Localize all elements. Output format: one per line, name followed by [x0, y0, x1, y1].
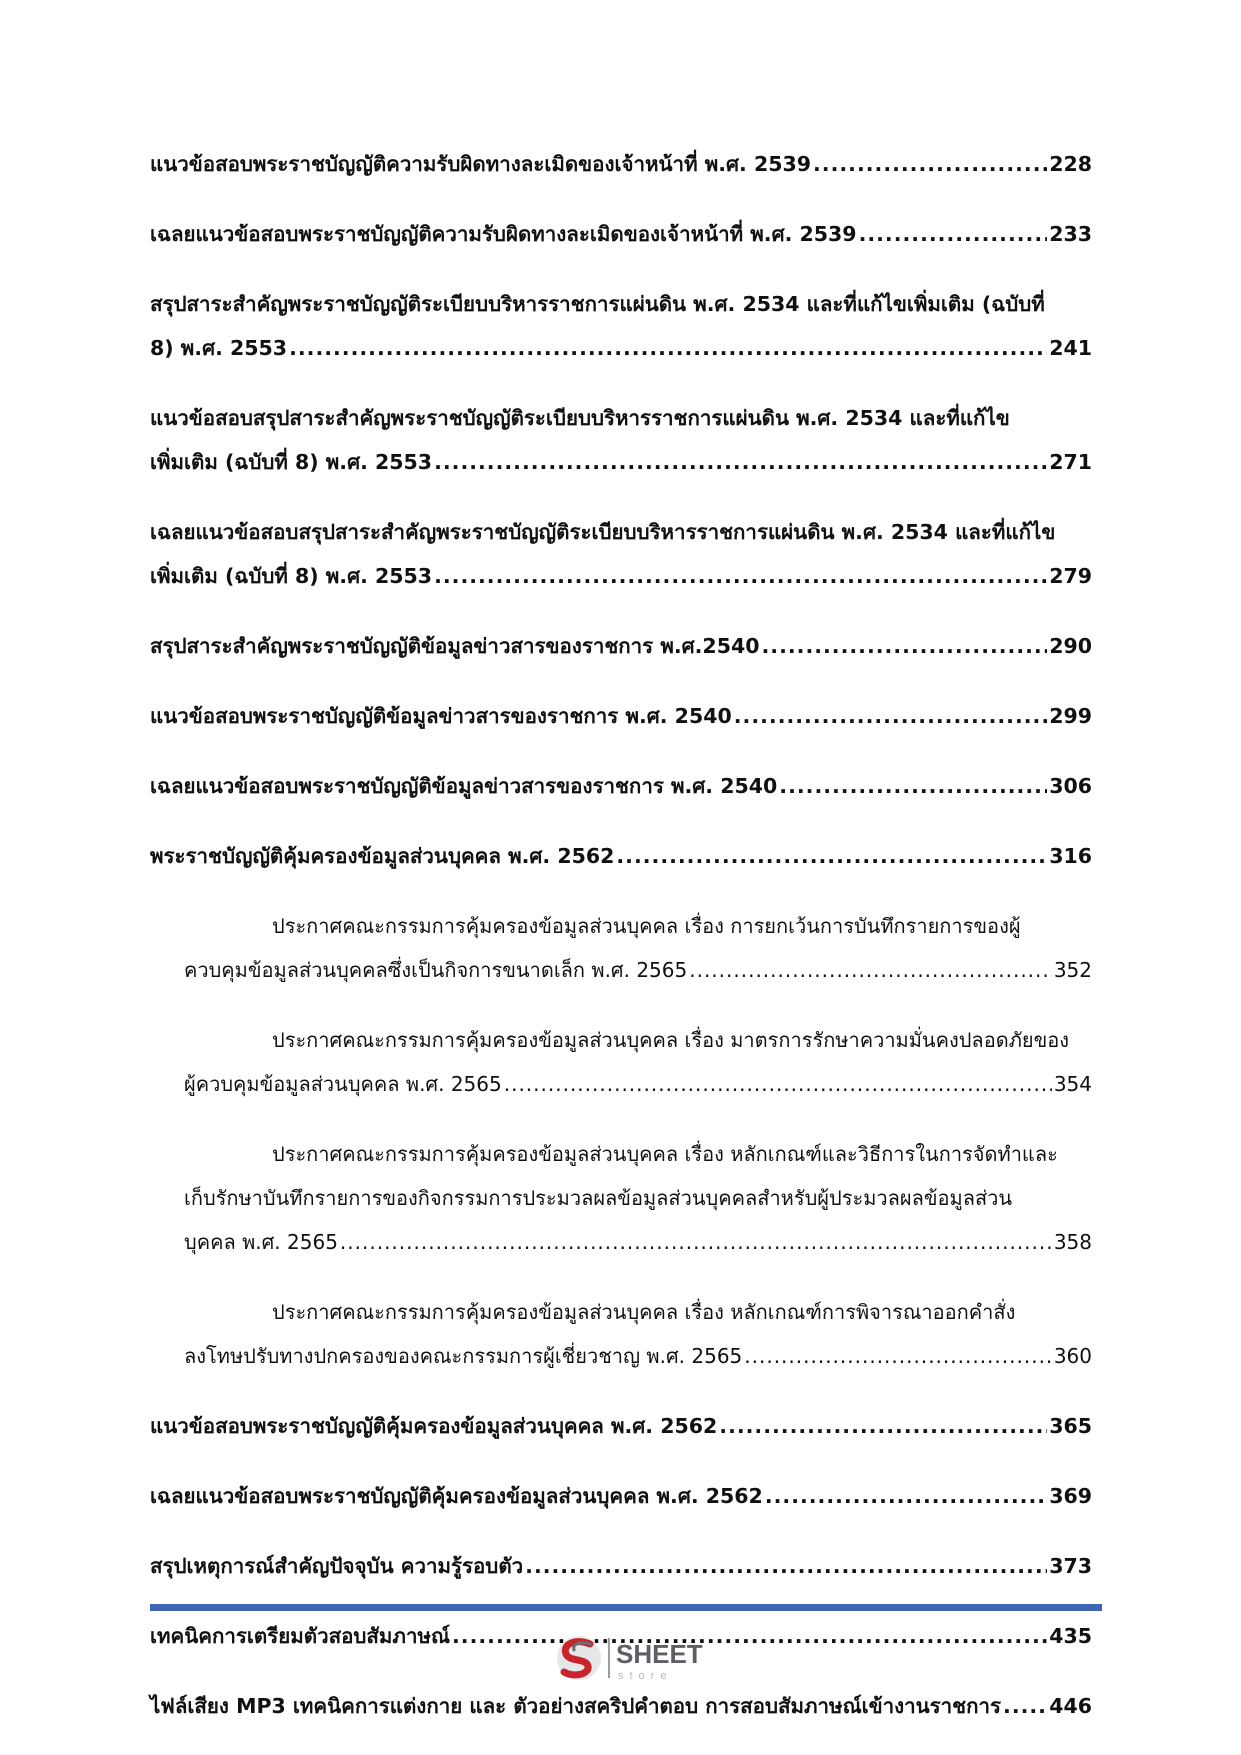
toc-page-number: 233	[1049, 222, 1092, 246]
dot-leader	[719, 1404, 1047, 1448]
toc-subentry[interactable]	[150, 1290, 1092, 1378]
toc-entry-title-line: สรุปสาระสำคัญพระราชบัญญัติระเบียบบริหารราชการแผ่นดิน พ.ศ. 2534 และที่แก้ไขเพิ่มเติม (ฉบับที่	[150, 292, 1045, 316]
toc-entry-title-line: แนวข้อสอบสรุปสาระสำคัญพระราชบัญญัติระเบียบบริหารราชการแผ่นดิน พ.ศ. 2534 และที่แก้ไข	[150, 406, 1010, 430]
toc-entry[interactable]	[150, 1684, 1092, 1728]
toc-entry[interactable]	[150, 142, 1092, 186]
toc-entry-title-line: บุคคล พ.ศ. 2565	[184, 1230, 338, 1254]
dot-leader	[689, 948, 1052, 992]
toc-page-number: 358	[1053, 1230, 1092, 1254]
dot-leader	[779, 764, 1047, 808]
footer-divider	[150, 1604, 1102, 1611]
toc-entry-title-line: เฉลยแนวข้อสอบสรุปสาระสำคัญพระราชบัญญัติระเบียบบริหารราชการแผ่นดิน พ.ศ. 2534 และที่แก้ไข	[150, 520, 1056, 544]
toc-entry-title-line: ลงโทษปรับทางปกครองของคณะกรรมการผู้เชี่ยวชาญ พ.ศ. 2565	[184, 1344, 743, 1368]
toc-subentry[interactable]	[150, 1018, 1092, 1106]
toc-page-number: 365	[1049, 1414, 1092, 1438]
toc-entry[interactable]	[150, 764, 1092, 808]
toc-entry[interactable]	[150, 396, 1092, 484]
toc-subentry[interactable]	[150, 904, 1092, 992]
logo-word: SHEET	[616, 1639, 703, 1669]
toc-page-number: 369	[1049, 1484, 1092, 1508]
toc-page-number: 354	[1053, 1072, 1092, 1096]
dot-leader	[1003, 1684, 1047, 1728]
toc-entry-title-line: เฉลยแนวข้อสอบพระราชบัญญัติข้อมูลข่าวสารของราชการ พ.ศ. 2540	[150, 774, 778, 798]
toc-page-number: 306	[1049, 774, 1092, 798]
dot-leader	[452, 1614, 1047, 1658]
toc-entry[interactable]	[150, 282, 1092, 370]
toc-page-number: 435	[1049, 1624, 1092, 1648]
toc-page-number: 228	[1049, 152, 1092, 176]
toc-subentry[interactable]	[150, 1132, 1092, 1264]
toc-page-number: 316	[1049, 844, 1092, 868]
sheet-store-logo-icon	[552, 1630, 722, 1690]
toc-entry-title-line: ผู้ควบคุมข้อมูลส่วนบุคคล พ.ศ. 2565	[184, 1072, 502, 1096]
toc-entry-title-line: 8) พ.ศ. 2553	[150, 336, 288, 360]
toc-page-number: 271	[1049, 450, 1092, 474]
toc-entry[interactable]	[150, 1404, 1092, 1448]
dot-leader	[813, 142, 1047, 186]
toc-entry[interactable]	[150, 1474, 1092, 1518]
toc-entry-title-line: ไฟล์เสียง MP3 เทคนิคการแต่งกาย และ ตัวอย่างสคริปคำตอบ การสอบสัมภาษณ์เข้างานราชการ	[150, 1694, 1002, 1718]
dot-leader	[734, 694, 1047, 738]
toc-page-number: 446	[1049, 1694, 1092, 1718]
toc-entry-title-line: เพิ่มเติม (ฉบับที่ 8) พ.ศ. 2553	[150, 564, 433, 588]
toc-entry-title-line: แนวข้อสอบพระราชบัญญัติความรับผิดทางละเมิดของเจ้าหน้าที่ พ.ศ. 2539	[150, 152, 812, 176]
toc-page-number: 290	[1049, 634, 1092, 658]
toc-page-number: 279	[1049, 564, 1092, 588]
toc-page-number: 299	[1049, 704, 1092, 728]
sheet-store-logo	[552, 1630, 722, 1690]
toc-entry-title-line: เก็บรักษาบันทึกรายการของกิจกรรมการประมวลผลข้อมูลส่วนบุคคลสำหรับผู้ประมวลผลข้อมูลส่วน	[184, 1186, 1013, 1210]
toc-page-number: 360	[1053, 1344, 1092, 1368]
toc-entry-title-line: เฉลยแนวข้อสอบพระราชบัญญัติคุ้มครองข้อมูลส่วนบุคคล พ.ศ. 2562	[150, 1484, 763, 1508]
toc-entry-title-line: ประกาศคณะกรรมการคุ้มครองข้อมูลส่วนบุคคล เรื่อง หลักเกณฑ์และวิธีการในการจัดทำและ	[272, 1142, 1058, 1166]
toc-entry-title-line: ควบคุมข้อมูลส่วนบุคคลซึ่งเป็นกิจการขนาดเล็ก พ.ศ. 2565	[184, 958, 688, 982]
dot-leader	[525, 1544, 1047, 1588]
toc-entry-title-line: สรุปเหตุการณ์สำคัญปัจจุบัน ความรู้รอบตัว	[150, 1554, 524, 1578]
dot-leader	[765, 1474, 1047, 1518]
toc-entry[interactable]	[150, 510, 1092, 598]
dot-leader	[504, 1062, 1052, 1106]
toc-entry-title-line: พระราชบัญญัติคุ้มครองข้อมูลส่วนบุคคล พ.ศ. 2562	[150, 844, 615, 868]
dot-leader	[616, 834, 1047, 878]
toc-entry[interactable]	[150, 212, 1092, 256]
table-of-contents	[150, 142, 1092, 1754]
dot-leader	[762, 624, 1048, 668]
dot-leader	[859, 212, 1048, 256]
toc-page-number: 373	[1049, 1554, 1092, 1578]
toc-entry-title-line: เพิ่มเติม (ฉบับที่ 8) พ.ศ. 2553	[150, 450, 433, 474]
toc-entry-title-line: เทคนิคการเตรียมตัวสอบสัมภาษณ์	[150, 1624, 450, 1648]
toc-entry[interactable]	[150, 624, 1092, 668]
toc-entry-title-line: ประกาศคณะกรรมการคุ้มครองข้อมูลส่วนบุคคล เรื่อง มาตรการรักษาความมั่นคงปลอดภัยของ	[272, 1028, 1070, 1052]
toc-page-number: 352	[1053, 958, 1092, 982]
toc-entry-title-line: ประกาศคณะกรรมการคุ้มครองข้อมูลส่วนบุคคล เรื่อง การยกเว้นการบันทึกรายการของผู้	[272, 914, 1021, 938]
dot-leader	[340, 1220, 1052, 1264]
dot-leader	[434, 554, 1047, 598]
toc-entry[interactable]	[150, 834, 1092, 878]
toc-entry-title-line: สรุปสาระสำคัญพระราชบัญญัติข้อมูลข่าวสารของราชการ พ.ศ.2540	[150, 634, 760, 658]
logo-sub: store	[618, 1670, 673, 1682]
toc-entry-title-line: เฉลยแนวข้อสอบพระราชบัญญัติความรับผิดทางละเมิดของเจ้าหน้าที่ พ.ศ. 2539	[150, 222, 857, 246]
toc-entry-title-line: แนวข้อสอบพระราชบัญญัติข้อมูลข่าวสารของราชการ พ.ศ. 2540	[150, 704, 732, 728]
dot-leader	[289, 326, 1047, 370]
toc-page-number: 241	[1049, 336, 1092, 360]
toc-entry-title-line: ประกาศคณะกรรมการคุ้มครองข้อมูลส่วนบุคคล เรื่อง หลักเกณฑ์การพิจารณาออกคำสั่ง	[272, 1300, 1016, 1324]
toc-entry[interactable]	[150, 694, 1092, 738]
dot-leader	[744, 1334, 1052, 1378]
toc-entry[interactable]	[150, 1544, 1092, 1588]
toc-entry-title-line: แนวข้อสอบพระราชบัญญัติคุ้มครองข้อมูลส่วนบุคคล พ.ศ. 2562	[150, 1414, 718, 1438]
dot-leader	[434, 440, 1047, 484]
